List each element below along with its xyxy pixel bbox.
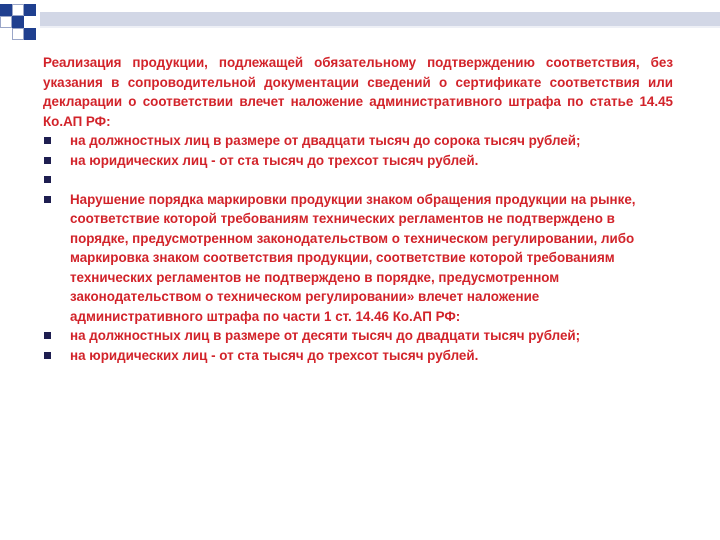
square-bullet-icon <box>44 196 51 203</box>
list-item-text: на юридических лиц - от ста тысяч до трехсот тысяч рублей. <box>70 152 479 168</box>
list-item-text: на должностных лиц в размере от двадцати тысяч до сорока тысяч рублей; <box>70 133 581 148</box>
list-item <box>43 190 673 327</box>
decor-square <box>0 16 12 28</box>
intro-paragraph: Реализация продукции, подлежащей обязательному подтверждению соответствия, без указания в сопроводительной документации сведений о сертификате соответствия или декларации о соответствии влечет наложение административного штрафа по статье 14.45 Ко.АП РФ: <box>43 55 673 129</box>
list-item-text: на должностных лиц в размере от десяти тысяч до двадцати тысяч рублей; <box>70 328 581 343</box>
square-bullet-icon <box>44 157 51 164</box>
bullet-list <box>43 131 673 365</box>
decor-square <box>12 4 24 16</box>
decor-square <box>24 4 36 16</box>
decor-square <box>12 16 24 28</box>
decor-square <box>24 28 36 40</box>
list-item <box>43 326 673 346</box>
square-bullet-icon <box>44 332 51 339</box>
list-item <box>43 151 673 171</box>
square-bullet-icon <box>44 176 51 183</box>
square-bullet-icon <box>44 352 51 359</box>
list-item <box>43 131 673 151</box>
header-decoration <box>0 0 720 44</box>
list-item-text: Нарушение порядка маркировки продукции знаком обращения продукции на рынке, соответствие которой требованиям технических регламентов не подтверждено в порядке, предусмотренном законодательством о техническом регулировании, либо маркировка знаком соответствия продукции, соответствие которой требованиям технических регламентов не подтверждено в порядке, предусмотренном законодательством о техническом регулировании» влечет наложение административного штрафа по части 1 ст. 14.46 Ко.АП РФ: <box>70 191 636 324</box>
list-item-text: на юридических лиц - от ста тысяч до трехсот тысяч рублей. <box>70 347 479 363</box>
slide-content <box>43 53 673 365</box>
square-bullet-icon <box>44 137 51 144</box>
list-item <box>43 346 673 366</box>
header-band-line <box>40 26 720 28</box>
list-item <box>43 170 673 190</box>
decor-square <box>12 28 24 40</box>
decor-square <box>0 4 12 16</box>
